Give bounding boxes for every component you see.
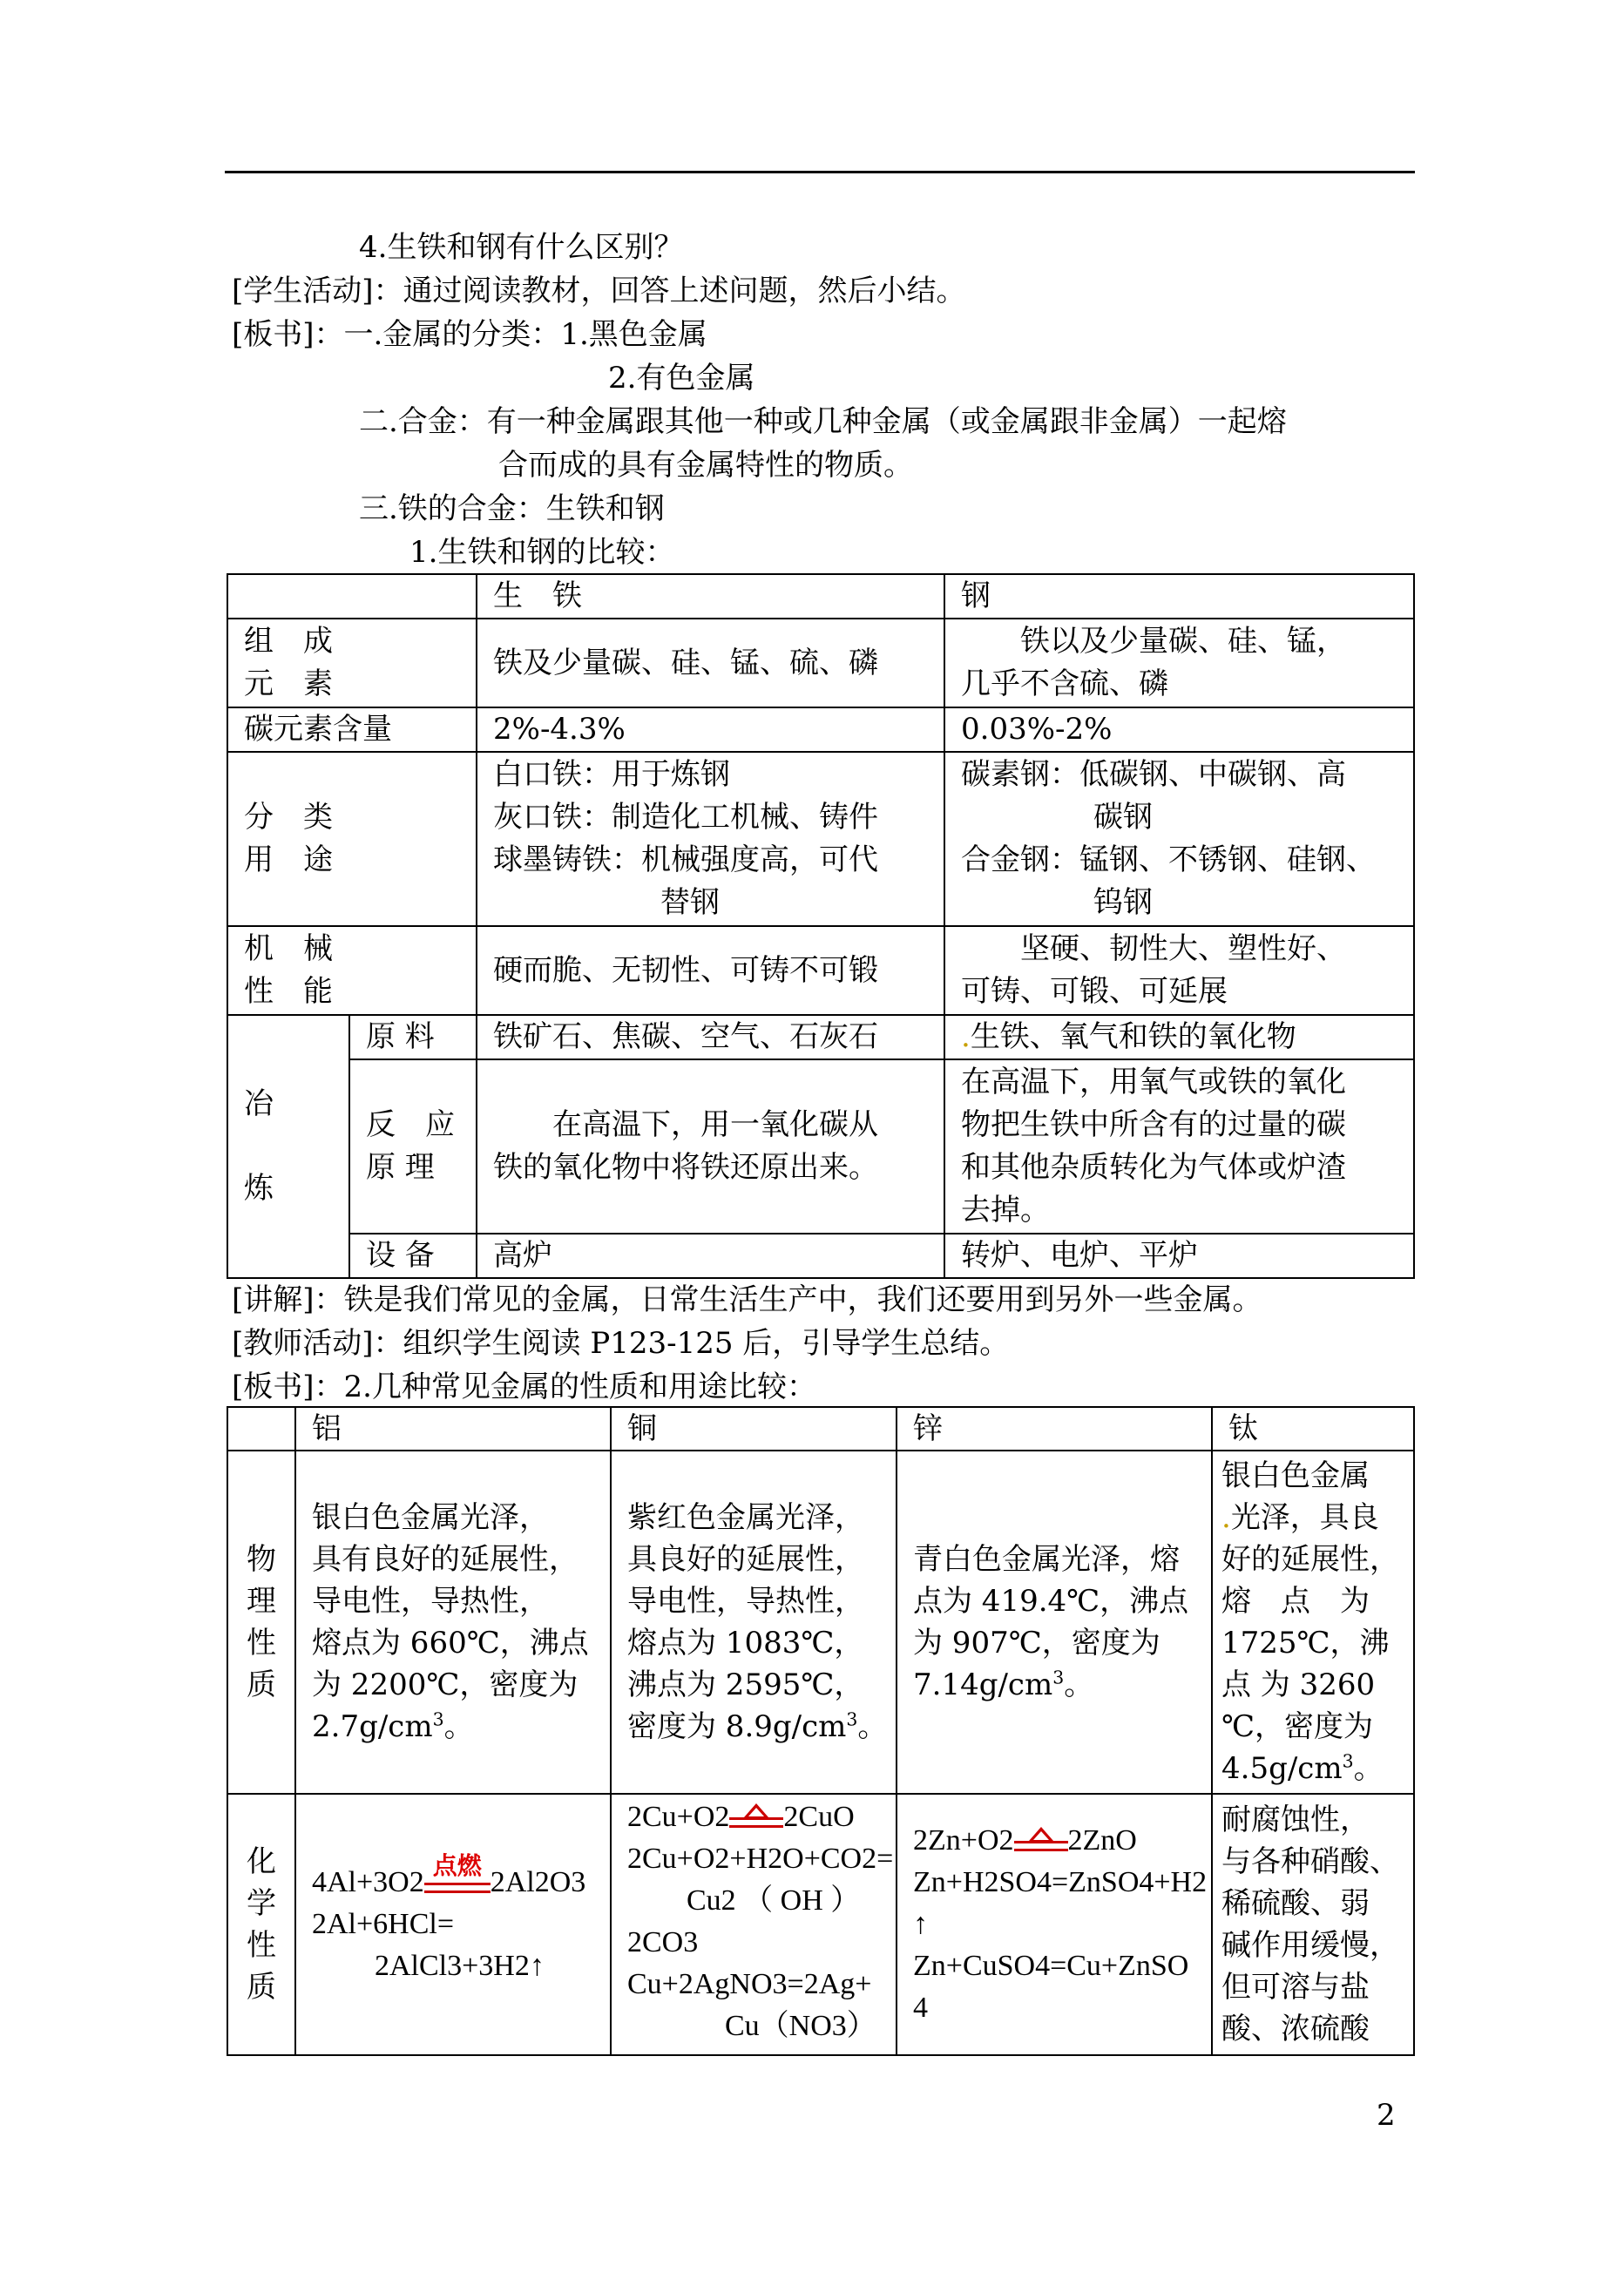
row-label-composition: 组 成 元 素 — [227, 619, 477, 707]
explanation: [讲解]：铁是我们常见的金属，日常生活生产中，我们还要用到另外一些金属。 — [232, 1282, 1262, 1317]
table-corner-cell — [227, 1407, 295, 1451]
heat-condition-icon — [1014, 1823, 1068, 1853]
metals-table — [227, 1406, 1415, 2056]
table-row — [227, 1794, 1414, 2055]
principle-pig-iron: 在高温下，用一氧化碳从 铁的氧化物中将铁还原出来。 — [477, 1059, 944, 1234]
chemical-copper: 2Cu+O2 2CuO 2Cu+O2+H2O+CO2= Cu2 （ OH ） 2CO3 Cu+2AgNO3=2Ag+ Cu（NO3） — [611, 1794, 897, 2055]
chemical-aluminum: 4Al+3O2 点燃 2Al2O3 2Al+6HCl= 2AlCl3+3H2↑ — [295, 1794, 611, 2055]
carbon-steel: 0.03%-2% — [944, 707, 1414, 752]
table-row — [227, 619, 1414, 707]
student-activity: [学生活动]：通过阅读教材，回答上述问题，然后小结。 — [232, 274, 966, 308]
header-titanium: 钛 — [1212, 1407, 1414, 1451]
alloy-definition-1: 二.合金：有一种金属跟其他一种或几种金属（或金属跟非金属）一起熔 — [359, 404, 1287, 439]
row-label-physical: 物 理 性 质 — [227, 1451, 295, 1794]
board-classification-2: 2.有色金属 — [608, 361, 755, 396]
physical-copper: 紫红色金属光泽， 具良好的延展性， 导电性，导热性， 熔点为 1083℃， 沸点为 2595℃， 密度为 $8.9g/cm^3$。 — [611, 1451, 897, 1794]
iron-alloy: 三.铁的合金：生铁和钢 — [359, 491, 665, 526]
table-corner-cell — [227, 574, 477, 619]
pig-iron-steel-table — [227, 573, 1415, 1279]
board-classification: [板书]：一.金属的分类：1.黑色金属 — [232, 317, 707, 352]
heat-condition-icon — [729, 1800, 783, 1830]
physical-titanium: 银白色金属 .光泽，具良 好的延展性， 熔 点 为 1725℃，沸 点 为 3260 ℃，密度为 $4.5g/cm^3$。 — [1212, 1451, 1414, 1794]
row-label-principle: 反 应 原 理 — [349, 1059, 477, 1234]
mechanical-pig-iron: 硬而脆、无韧性、可铸不可锻 — [477, 926, 944, 1015]
row-label-smelting: 冶 炼 — [227, 1015, 349, 1278]
row-label-classification: 分 类 用 途 — [227, 752, 477, 926]
row-label-mechanical: 机 械 性 能 — [227, 926, 477, 1015]
row-label-chemical: 化 学 性 质 — [227, 1794, 295, 2055]
header-aluminum: 铝 — [295, 1407, 611, 1451]
table-row — [227, 1015, 1414, 1059]
table-row — [227, 1234, 1414, 1278]
alloy-definition-2: 合而成的具有金属特性的物质。 — [498, 448, 913, 483]
page-number: 2 — [1377, 2098, 1396, 2133]
row-label-equipment: 设 备 — [349, 1234, 477, 1278]
equipment-pig-iron: 高炉 — [477, 1234, 944, 1278]
board-metals: [板书]：2.几种常见金属的性质和用途比较： — [232, 1370, 816, 1404]
composition-pig-iron: 铁及少量碳、硅、锰、硫、磷 — [477, 619, 944, 707]
question-4: 4.生铁和钢有什么区别？ — [359, 230, 684, 265]
header-steel: 钢 — [944, 574, 1414, 619]
comparison-title: 1.生铁和钢的比较： — [409, 535, 675, 570]
table-row — [227, 1451, 1414, 1794]
table-row — [227, 926, 1414, 1015]
table-row — [227, 752, 1414, 926]
teacher-activity: [教师活动]：组织学生阅读 P123-125 后，引导学生总结。 — [232, 1326, 1010, 1361]
table-row — [227, 1059, 1414, 1234]
composition-steel: 铁以及少量碳、硅、锰， 几乎不含硫、磷 — [944, 619, 1414, 707]
ignite-condition-icon: 点燃 — [424, 1863, 491, 1895]
header-pig-iron: 生 铁 — [477, 574, 944, 619]
table-row — [227, 574, 1414, 619]
carbon-pig-iron: 2%-4.3% — [477, 707, 944, 752]
principle-steel: 在高温下，用氧气或铁的氧化 物把生铁中所含有的过量的碳 和其他杂质转化为气体或炉渣 去掉。 — [944, 1059, 1414, 1234]
header-zinc: 锌 — [897, 1407, 1212, 1451]
row-label-carbon: 碳元素含量 — [227, 707, 477, 752]
equipment-steel: 转炉、电炉、平炉 — [944, 1234, 1414, 1278]
classification-pig-iron: 白口铁：用于炼钢 灰口铁：制造化工机械、铸件 球墨铸铁：机械强度高，可代 替钢 — [477, 752, 944, 926]
table-row — [227, 1407, 1414, 1451]
table-row — [227, 707, 1414, 752]
chemical-zinc: 2Zn+O2 2ZnO Zn+H2SO4=ZnSO4+H2 ↑ Zn+CuSO4=Cu+ZnSO 4 — [897, 1794, 1212, 2055]
physical-zinc: 青白色金属光泽，熔 点为 419.4℃，沸点 为 907℃，密度为 $7.14g/cm^3$。 — [897, 1451, 1212, 1794]
row-label-raw-material: 原 料 — [349, 1015, 477, 1059]
header-copper: 铜 — [611, 1407, 897, 1451]
mechanical-steel: 坚硬、韧性大、塑性好、 可铸、可锻、可延展 — [944, 926, 1414, 1015]
physical-aluminum: 银白色金属光泽， 具有良好的延展性， 导电性，导热性， 熔点为 660℃，沸点 为 2200℃，密度为 $2.7g/cm^3$。 — [295, 1451, 611, 1794]
chemical-titanium: 耐腐蚀性， 与各种硝酸、 稀硫酸、弱 碱作用缓慢， 但可溶与盐 酸、浓硫酸 — [1212, 1794, 1414, 2055]
raw-pig-iron: 铁矿石、焦碳、空气、石灰石 — [477, 1015, 944, 1059]
raw-steel: .生铁、氧气和铁的氧化物 — [944, 1015, 1414, 1059]
header-rule — [225, 171, 1415, 173]
classification-steel: 碳素钢：低碳钢、中碳钢、高 碳钢 合金钢：锰钢、不锈钢、硅钢、 钨钢 — [944, 752, 1414, 926]
